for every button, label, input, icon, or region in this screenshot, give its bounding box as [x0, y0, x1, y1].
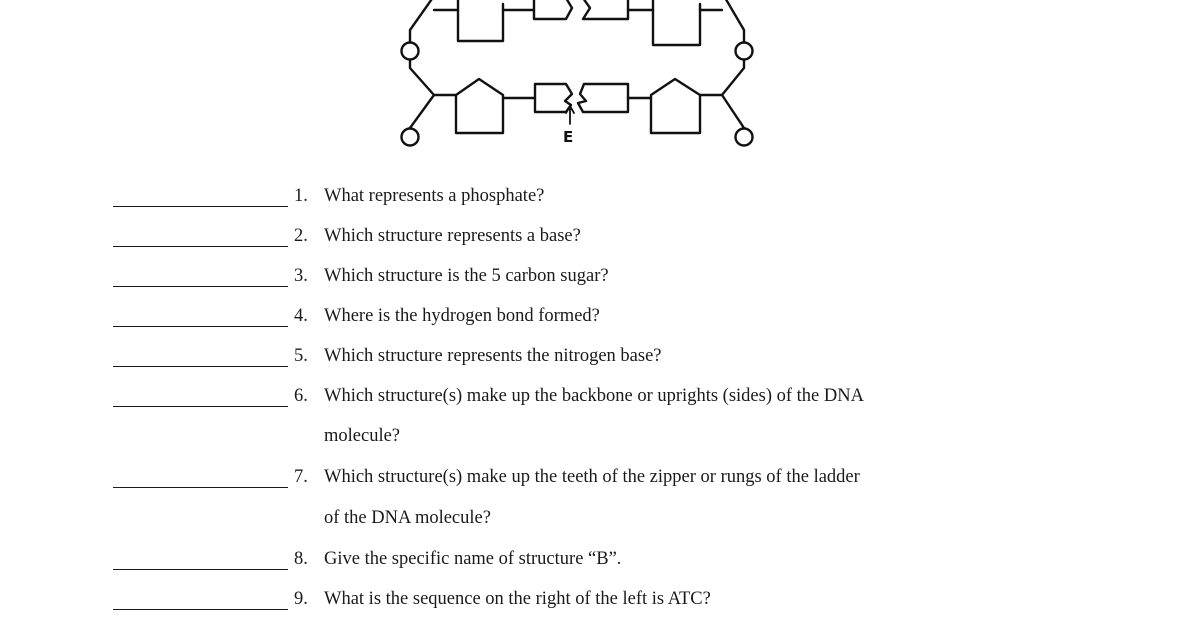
question-item	[0, 547, 1196, 577]
sugar-pentagon	[458, 0, 503, 41]
question-text: Where is the hydrogen bond formed?	[324, 306, 600, 326]
sugar-pentagon	[651, 79, 700, 133]
answer-blank[interactable]	[113, 246, 288, 247]
question-number: 1.	[294, 186, 308, 206]
sugar-pentagon	[653, 0, 700, 45]
question-item	[0, 344, 1196, 374]
question-item	[0, 184, 1196, 214]
question-item	[0, 384, 1196, 454]
answer-blank[interactable]	[113, 406, 288, 407]
phosphate-circle	[402, 129, 419, 146]
left-backbone-strand	[410, 0, 434, 42]
question-item	[0, 465, 1196, 535]
question-number: 3.	[294, 266, 308, 286]
question-text-continued: of the DNA molecule?	[324, 508, 491, 528]
base-block	[534, 0, 572, 19]
dna-structure-diagram	[0, 0, 1196, 160]
answer-blank[interactable]	[113, 487, 288, 488]
question-number: 5.	[294, 346, 308, 366]
phosphate-circle	[402, 43, 419, 60]
phosphate-circle	[736, 129, 753, 146]
question-text: Which structure represents the nitrogen base?	[324, 346, 662, 366]
question-number: 6.	[294, 386, 308, 406]
question-number: 9.	[294, 589, 308, 609]
question-text: Which structure(s) make up the backbone or uprights (sides) of the DNA	[324, 386, 864, 406]
left-backbone-strand	[410, 60, 434, 128]
question-item	[0, 587, 1196, 617]
phosphate-circle	[736, 43, 753, 60]
diagram-label-e: E	[563, 128, 574, 146]
answer-blank[interactable]	[113, 326, 288, 327]
question-number: 7.	[294, 467, 308, 487]
answer-blank[interactable]	[113, 206, 288, 207]
question-number: 4.	[294, 306, 308, 326]
answer-blank[interactable]	[113, 609, 288, 610]
answer-blank[interactable]	[113, 366, 288, 367]
question-item	[0, 304, 1196, 334]
question-number: 8.	[294, 549, 308, 569]
question-text: Which structure(s) make up the teeth of the zipper or rungs of the ladder	[324, 467, 860, 487]
base-block	[583, 0, 628, 19]
question-item	[0, 264, 1196, 294]
question-text: What represents a phosphate?	[324, 186, 545, 206]
sugar-pentagon	[456, 79, 503, 133]
right-backbone-strand	[724, 0, 744, 42]
question-text: Which structure is the 5 carbon sugar?	[324, 266, 609, 286]
question-text: Give the specific name of structure “B”.	[324, 549, 622, 569]
question-text: What is the sequence on the right of the left is ATC?	[324, 589, 711, 609]
question-number: 2.	[294, 226, 308, 246]
question-text: Which structure represents a base?	[324, 226, 581, 246]
question-text-continued: molecule?	[324, 426, 401, 446]
right-backbone-strand	[722, 60, 744, 128]
question-item	[0, 224, 1196, 254]
answer-blank[interactable]	[113, 569, 288, 570]
answer-blank[interactable]	[113, 286, 288, 287]
base-block	[535, 84, 572, 112]
base-block	[578, 84, 628, 112]
